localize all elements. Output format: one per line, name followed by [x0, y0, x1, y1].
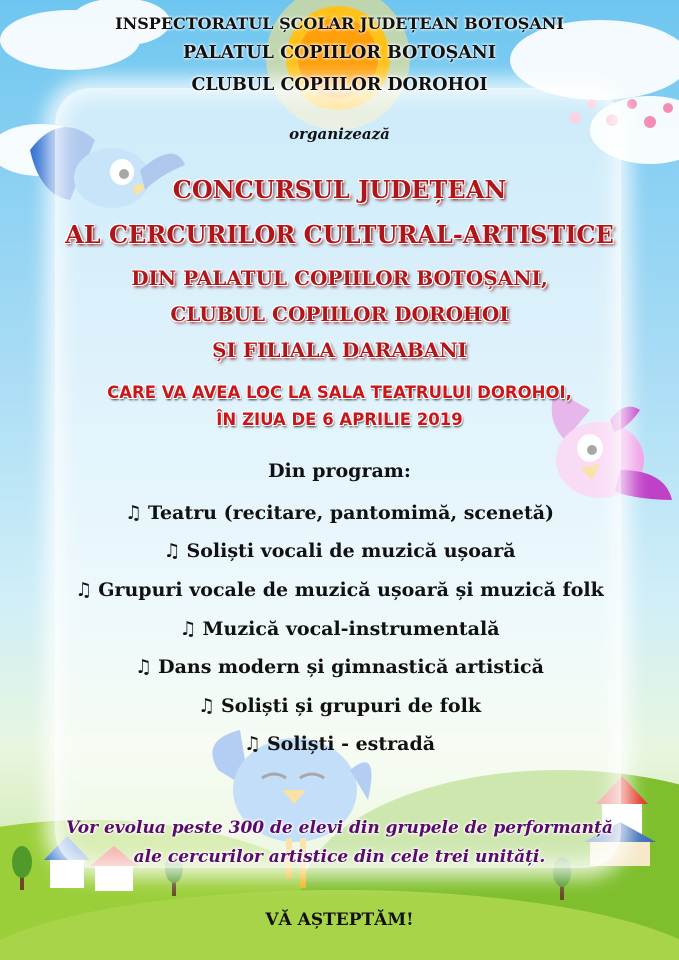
program-item-label: Soliști și grupuri de folk — [221, 695, 481, 717]
music-note-icon: ♫ — [198, 695, 216, 717]
music-note-icon: ♫ — [75, 579, 93, 601]
program-item-label: Soliști vocali de muzică ușoară — [186, 540, 516, 562]
program-item — [0, 695, 679, 717]
program-item-label: Dans modern și gimnastică artistică — [158, 656, 544, 678]
club-title: CLUBUL COPIILOR DOROHOI — [191, 75, 488, 95]
contest-title-line1: CONCURSUL JUDEȚEAN — [172, 175, 507, 204]
venue-line2: ÎN ZIUA DE 6 APRILIE 2019 — [216, 410, 463, 429]
program-heading: Din program: — [268, 460, 411, 482]
music-note-icon: ♫ — [163, 540, 181, 562]
program-item — [0, 656, 679, 678]
contest-title-line3: DIN PALATUL COPIILOR BOTOȘANI, — [131, 266, 548, 290]
participants-line1: Vor evolua peste 300 de elevi din grupele de performanță — [66, 818, 613, 838]
contest-title-line5: ȘI FILIALA DARABANI — [212, 338, 467, 362]
program-item-label: Grupuri vocale de muzică ușoară și muzică folk — [98, 579, 604, 601]
contest-title-line2: AL CERCURILOR CULTURAL-ARTISTICE — [65, 220, 614, 249]
program-item-label: Muzică vocal-instrumentală — [202, 618, 500, 640]
music-note-icon: ♫ — [135, 656, 153, 678]
program-item — [0, 618, 679, 640]
palace-title: PALATUL COPIILOR BOTOȘANI — [183, 43, 496, 63]
program-item — [0, 502, 679, 524]
program-item-label: Soliști - estradă — [266, 733, 436, 755]
inspectorate-title: INSPECTORATUL ȘCOLAR JUDEȚEAN BOTOȘANI — [115, 14, 564, 33]
organizer-word: organizează — [289, 125, 390, 143]
program-item — [0, 579, 679, 601]
program-item-label: Teatru (recitare, pantomimă, scenetă) — [148, 502, 555, 524]
music-note-icon: ♫ — [243, 733, 261, 755]
venue-line1: CARE VA AVEA LOC LA SALA TEATRULUI DOROHOI, — [107, 383, 572, 402]
music-note-icon: ♫ — [124, 502, 142, 524]
program-item — [0, 733, 679, 755]
participants-line2: ale cercurilor artistice din cele trei unități. — [133, 847, 546, 867]
music-note-icon: ♫ — [179, 618, 197, 640]
closing-text: VĂ AȘTEPTĂM! — [265, 910, 414, 930]
contest-title-line4: CLUBUL COPIILOR DOROHOI — [170, 302, 509, 326]
program-item — [0, 540, 679, 562]
